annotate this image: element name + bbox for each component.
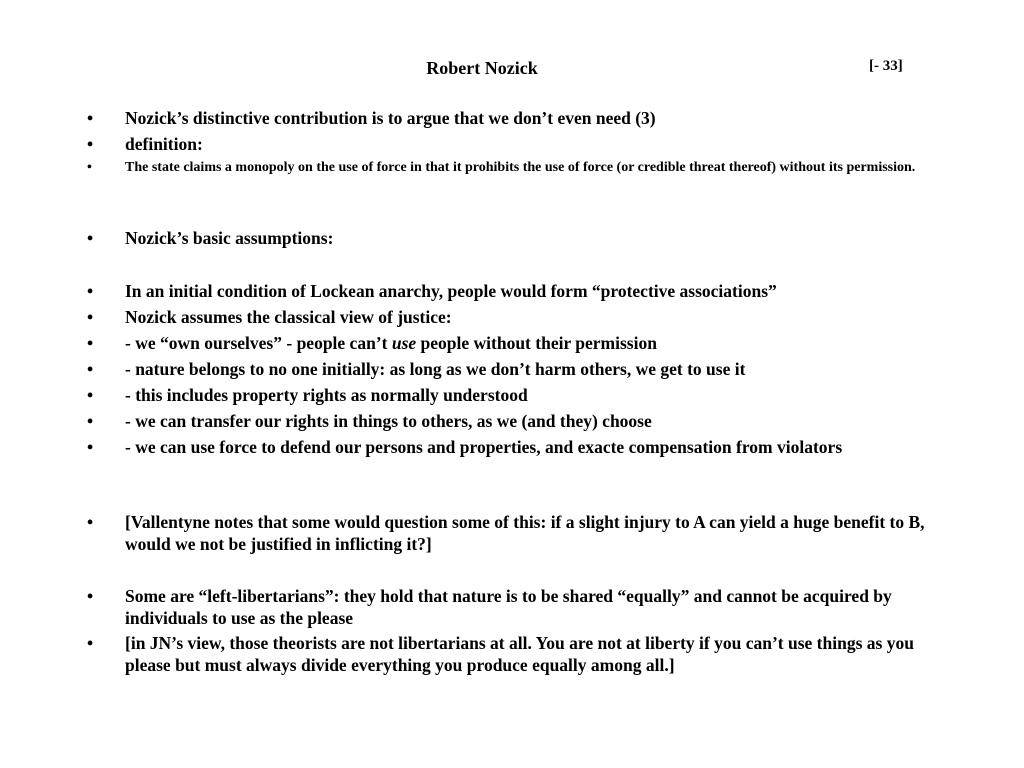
bullet-text: definition: xyxy=(125,134,203,154)
bullet-item xyxy=(87,332,937,354)
bullet-text: Nozick’s basic assumptions: xyxy=(125,228,334,248)
bullet-icon: • xyxy=(87,307,94,327)
bullet-text: [Vallentyne notes that some would question some of this: if a slight injury to A can yield a huge benefit to B, would we not be justified in inflicting it?] xyxy=(125,512,925,554)
bullet-item xyxy=(87,133,937,155)
page-marker: [- 33] xyxy=(869,58,903,74)
bullet-text: Nozick’s distinctive contribution is to argue that we don’t even need (3) xyxy=(125,108,656,128)
bullet-item xyxy=(87,585,937,629)
bullet-text: - we can use force to defend our persons and properties, and exacte compensation from violators xyxy=(125,437,843,457)
bullet-text xyxy=(125,332,937,354)
bullet-icon: • xyxy=(87,512,94,532)
bullet-text: - this includes property rights as normally understood xyxy=(125,385,528,405)
bullet-item xyxy=(87,511,937,555)
bullet-text-part: - we “own ourselves” - people can’t xyxy=(125,333,392,353)
bullet-text: - nature belongs to no one initially: as long as we don’t harm others, we get to use it xyxy=(125,359,746,379)
bullet-item xyxy=(87,410,937,432)
bullet-icon: • xyxy=(87,359,94,379)
bullet-item xyxy=(87,384,937,406)
bullet-icon: • xyxy=(87,586,94,606)
slide-title: Robert Nozick xyxy=(426,58,538,78)
bullet-item xyxy=(87,227,937,249)
bullet-icon: • xyxy=(87,108,94,128)
bullet-icon: • xyxy=(87,411,94,431)
bullet-item xyxy=(87,280,937,302)
bullet-icon: • xyxy=(87,281,94,301)
bullet-item xyxy=(87,632,937,676)
bullet-icon: • xyxy=(87,134,94,154)
bullet-text: - we can transfer our rights in things to others, as we (and they) choose xyxy=(125,411,652,431)
bullet-text: Nozick assumes the classical view of justice: xyxy=(125,307,452,327)
bullet-icon: • xyxy=(87,160,92,175)
bullet-icon: • xyxy=(87,228,94,248)
bullet-item xyxy=(87,158,937,177)
bullet-icon: • xyxy=(87,437,94,457)
bullet-text: The state claims a monopoly on the use of force in that it prohibits the use of force (or credible threat thereof) without its permission. xyxy=(125,160,916,175)
bullet-text: [in JN’s view, those theorists are not libertarians at all. You are not at liberty if you can’t use things as you please but must always divide everything you produce equally among all.] xyxy=(125,633,914,675)
bullet-text-part: people without their permission xyxy=(416,333,657,353)
bullet-item xyxy=(87,436,937,458)
bullet-item xyxy=(87,306,937,328)
bullet-icon: • xyxy=(87,385,94,405)
bullet-item xyxy=(87,358,937,380)
bullet-icon: • xyxy=(87,633,94,653)
emphasis-text: use xyxy=(391,333,417,353)
bullet-icon: • xyxy=(87,333,94,353)
bullet-text: Some are “left-libertarians”: they hold that nature is to be shared “equally” and cannot be acquired by individuals to use as the please xyxy=(125,586,892,628)
bullet-item xyxy=(87,107,937,129)
bullet-text: In an initial condition of Lockean anarchy, people would form “protective associations” xyxy=(125,281,777,301)
